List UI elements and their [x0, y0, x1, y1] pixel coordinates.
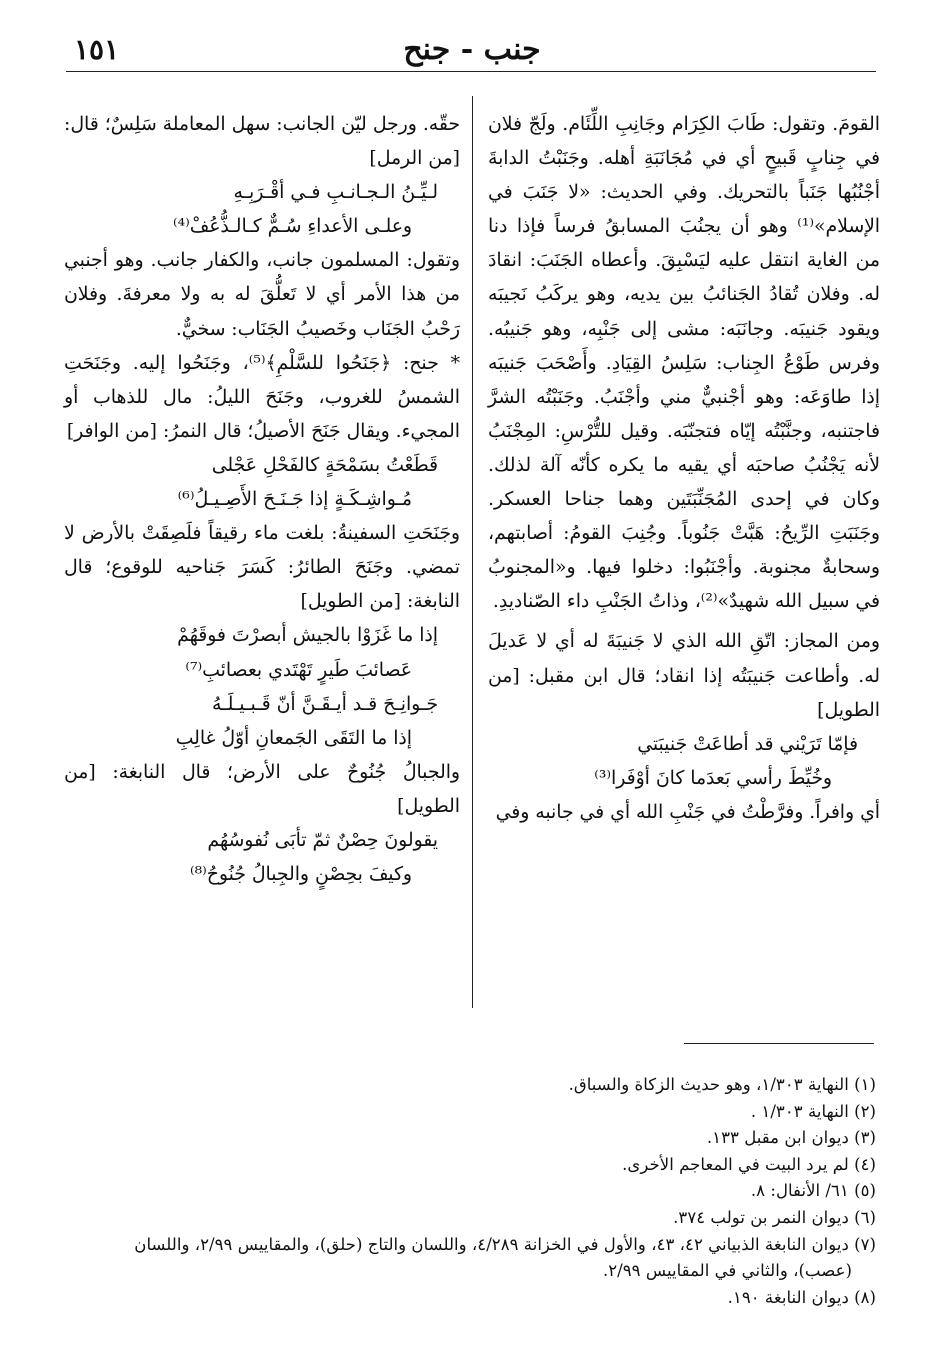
footnotes [64, 1072, 876, 1311]
header-rule [66, 71, 876, 72]
verse-second-hemistich: وكيفَ بحِصْنٍ والجِبالُ جُنُوحُ⁽⁸⁾ [189, 864, 412, 886]
verse [488, 728, 880, 796]
footnote: (٢) النهاية ١/٣٠٣ . [750, 1101, 876, 1121]
verse [64, 824, 460, 892]
verse [64, 176, 460, 244]
paragraph: والجبالُ جُنُوحٌ على الأرض؛ قال النابغة: [من الطويل] [64, 761, 460, 817]
left-column [64, 108, 460, 892]
footnote-continuation: (عصب)، والثاني في المقاييس ٢/٩٩. [602, 1261, 852, 1281]
footnote: (٤) لم يرد البيت في المعاجم الأخرى. [622, 1154, 876, 1174]
verse [64, 619, 460, 687]
entry-jnh: * جنح: ﴿جَنَحُوا للسَّلْمِ﴾⁽⁵⁾، وجَنَحُوا إليه. وجَنَحَتِ الشمسُ للغروب، وجَنَحَ الليلُ: مال للذهاب أو المجيء. ويقال جَنَحَ الأصيلُ؛ قال النمرُ: [من الوافر] [64, 352, 460, 442]
footnote: (٦) ديوان النمر بن تولب ٣٧٤. [673, 1207, 876, 1227]
verse [64, 688, 460, 756]
verse-second-hemistich: إذا ما التَقَى الجَمعانِ أوّلُ غالِبِ [175, 727, 412, 749]
right-column [488, 108, 880, 830]
paragraph: ومن المجاز: اتّقِ الله الذي لا جَنيبَةَ له أي لا عَديلَ له. وأطاعت جَنيبَتُه إذا انقاد؛ قال ابن مقبل: [من الطويل] [488, 631, 880, 721]
verse-first-hemistich: لـيِّـنُ الـجـانـبِ فـي أقْـرَبِـهِ [233, 182, 438, 204]
footnote: (٣) ديوان ابن مقبل ١٣٣. [706, 1128, 876, 1148]
page-number: ١٥١ [74, 33, 120, 66]
paragraph: أي وافراً. وفرَّطْتُ في جَنْبِ الله أي في جانبه وفي [495, 801, 880, 823]
column-divider [472, 96, 473, 1008]
verse-second-hemistich: وعلـى الأعداءِ سُـمٌّ كـالـذُّعُفْ⁽⁴⁾ [172, 216, 412, 238]
paragraph: حقّه. ورجل ليّن الجانب: سهل المعاملة سَلِسٌ؛ قال: [من الرمل] [64, 114, 460, 170]
verse-first-hemistich: جَـوانِـحَ قـد أيـقَـنَّ أنّ قَـبـيـلَـهُ [212, 693, 438, 715]
verse-first-hemistich: إذا ما غَزَوْا بالجيش أبصرْتَ فوقَهُمْ [177, 625, 438, 647]
paragraph: وتقول: المسلمون جانب، والكفار جانب. وهو أجنبي من هذا الأمر أي لا تَعلُّقَ له به ولا معرفةَ. وفلان رَحْبُ الجَنَاب وخَصيبُ الجَنَاب: سخيٌّ. [64, 250, 460, 340]
verse-first-hemistich: يقولونَ حِصْنٌ ثمّ تأبَى نُفوسُهُم [207, 829, 438, 851]
verse-first-hemistich: فإمّا تَرَيْني قد أطاعَتْ جَنيبَتي [637, 733, 858, 755]
page-title: جنب - جنح [403, 32, 541, 67]
footnote: (١) النهاية ١/٣٠٣، وهو حديث الزكاة والسباق. [568, 1075, 876, 1094]
verse [64, 449, 460, 517]
paragraph: القومَ. وتقول: طَابَ الكِرَام وجَانِبِ اللِّئَام. ولَجّ فلان في جِنابٍ قَبيحٍ أي في مُجَانَبَةِ أهله. وجَنَبْتُ الدابةَ أجْنُبُها جَنَباً بالتحريك. وفي الحديث: «لا جَنَبَ في الإسلام»⁽¹⁾ وهو أن يجنُبَ المسابقُ فرساً فإذا دنا من الغاية انتقل عليه ليَسْبِقَ. وأعطاه الجَنَبَ: انقادَ له. وفلان تُقادُ الجَنائبُ بين يديه، وهو يركَبُ نَجيبَه ويقود جَنيبَه. وجانَبَه: مشى إلى جَنْبِه، وهو جَنيبُه. وفرس طَوْعُ الجِناب: سَلِسُ القِيَادِ. وأَصْحَبَ جَنيبَه إذا طاوَعَه: وهو أجْنبيٌّ مني وأجْنَبُ. وجَنَبْتُه الشرَّ فاجتنبه، وجنَّبْتُه إيّاه فتجنّبَه. وقيل للتُّرْسِ: المِجْنَبُ لأنه يَجْنُبُ صاحبَه أي يقيه ما يكره كأنّه آلة لذلك. وكان في إحدى المُجَنِّبَتَين وهما جناحا العسكر. وجَنَبَتِ الرِّيحُ: هَبَّتْ جَنُوباً. وجُنِبَ القومُ: أصابتهم، وسحابةٌ مجنوبة. وأجْنَبُوا: دخلوا فيها. و«المجنوبُ في سبيل الله شهيدٌ»⁽²⁾، وذاتُ الجَنْبِ داء الصّناديدِ. [488, 114, 880, 613]
verse-second-hemistich: مُـواشِـكَـةٍ إذا جَـنَـحَ الأَصِـيـلُ⁽⁶⁾ [177, 489, 412, 511]
footnote: (٧) ديوان النابغة الذبياني ٤٢، ٤٣، والأول في الخزانة ٤/٢٨٩، واللسان والتاج (حلق)، والمقاييس ٢/٩٩، واللسان [134, 1234, 876, 1254]
footnote: (٥) ٦١/ الأنفال: ٨. [750, 1181, 876, 1201]
footnote-rule [684, 1043, 874, 1044]
paragraph: وجَنَحَتِ السفينةُ: بلغت ماء رقيقاً فلَصِقَتْ بالأرض لا تمضي. وجَنَحَ الطائرُ: كَسَرَ جَناحيه للوقوع؛ قال النابغة: [من الطويل] [64, 523, 460, 613]
verse-second-hemistich: وخُيِّطَ رأسي بَعدَما كانَ أوْفَرا⁽³⁾ [594, 767, 832, 789]
verse-first-hemistich: قَطَعْتُ بسَمْحَةٍ كالفَحْلِ عَجْلى [211, 454, 438, 476]
verse-second-hemistich: عَصائبَ طَيرٍ تَهْتَدي بعصائبِ⁽⁷⁾ [185, 659, 412, 681]
footnote: (٨) ديوان النابغة ١٩٠. [727, 1287, 876, 1307]
